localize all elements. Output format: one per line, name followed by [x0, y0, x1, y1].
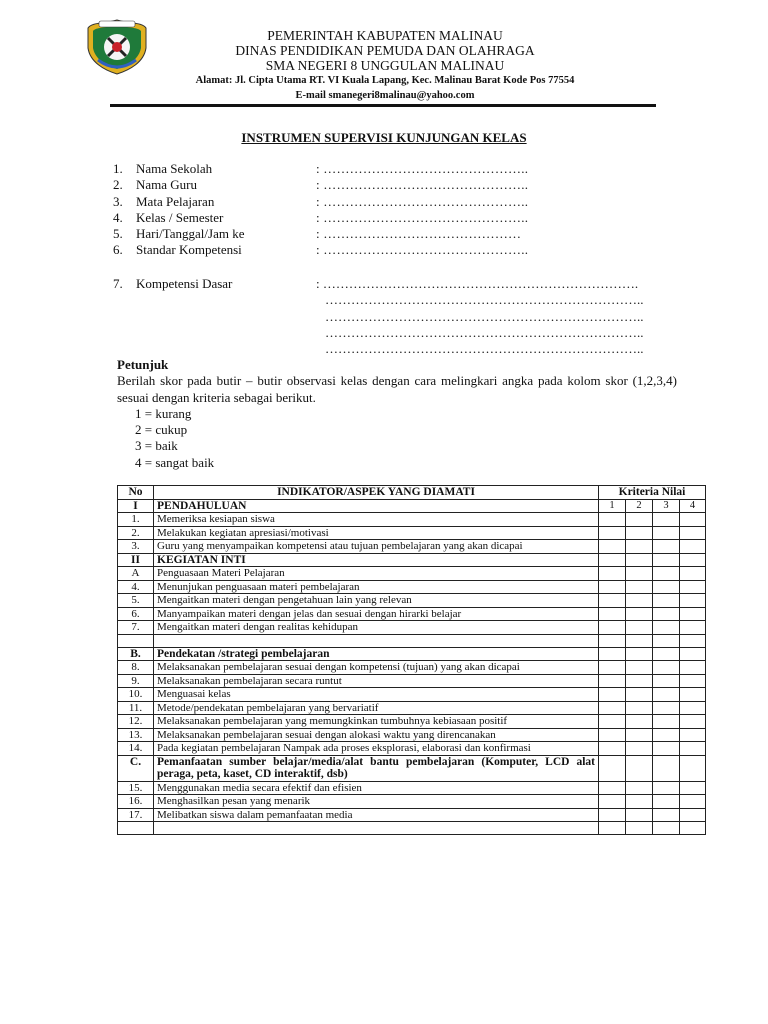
score-cell[interactable]: [653, 674, 680, 688]
score-cell[interactable]: [599, 715, 626, 729]
table-row: [118, 742, 706, 756]
score-cell[interactable]: [626, 781, 653, 795]
score-cell[interactable]: [599, 808, 626, 822]
score-cell[interactable]: [626, 607, 653, 621]
score-cell[interactable]: 3: [653, 499, 680, 513]
field-blank: : ………………………………………..: [316, 177, 529, 193]
indicator-text: [154, 822, 599, 835]
score-cell[interactable]: [680, 553, 706, 567]
row-number: 7.: [118, 621, 154, 635]
instructions-text: Berilah skor pada butir – butir observasi kelas dengan cara melingkari angka pada kolom skor (1,2,3,4) sesuai dengan kriteria sebagai berikut.: [117, 373, 677, 405]
row-number: 15.: [118, 781, 154, 795]
field-number: 7.: [113, 276, 123, 291]
score-cell[interactable]: [653, 728, 680, 742]
indicator-text: Melakukan kegiatan apresiasi/motivasi: [154, 526, 599, 540]
field-number: 2.: [113, 177, 123, 193]
criteria-item: 1 = kurang: [135, 405, 192, 421]
table-header-row: [118, 486, 706, 500]
score-cell[interactable]: [653, 526, 680, 540]
indicator-text: Mengaitkan materi dengan pengetahuan lain yang relevan: [154, 594, 599, 608]
score-cell[interactable]: [599, 674, 626, 688]
score-cell[interactable]: [599, 701, 626, 715]
score-cell[interactable]: [599, 822, 626, 835]
indicator-text: [154, 634, 599, 647]
school-logo: [86, 18, 148, 76]
row-number: [118, 822, 154, 835]
table-row: [118, 607, 706, 621]
table-row: [118, 755, 706, 781]
indicator-text: Penguasaan Materi Pelajaran: [154, 567, 599, 581]
column-header-kriteria: Kriteria Nilai: [599, 486, 706, 500]
score-cell[interactable]: [599, 781, 626, 795]
table-row: [118, 513, 706, 527]
score-cell[interactable]: [626, 808, 653, 822]
score-cell[interactable]: [626, 755, 653, 781]
score-cell[interactable]: [680, 540, 706, 554]
score-cell[interactable]: [599, 553, 626, 567]
score-cell[interactable]: [653, 715, 680, 729]
score-cell[interactable]: [680, 728, 706, 742]
score-cell[interactable]: [680, 594, 706, 608]
row-number: 11.: [118, 701, 154, 715]
field-label: Standar Kompetensi: [136, 242, 242, 258]
table-row: [118, 553, 706, 567]
table-row: [118, 540, 706, 554]
score-cell[interactable]: [653, 580, 680, 594]
score-cell[interactable]: [653, 742, 680, 756]
score-cell[interactable]: [680, 634, 706, 647]
school-address: Alamat: Jl. Cipta Utama RT. VI Kuala Lapang, Kec. Malinau Barat Kode Pos 77554: [195, 75, 575, 86]
score-cell[interactable]: [653, 621, 680, 635]
table-row: [118, 634, 706, 647]
row-number: 1.: [118, 513, 154, 527]
field-blank: : ………………………………………: [316, 226, 522, 242]
field-blank: : ……………………………………………………………….: [316, 276, 639, 291]
indicator-text: Menggunakan media secara efektif dan efisien: [154, 781, 599, 795]
score-cell[interactable]: [626, 621, 653, 635]
score-cell[interactable]: [653, 567, 680, 581]
score-cell[interactable]: [653, 795, 680, 809]
score-cell[interactable]: [626, 742, 653, 756]
instructions-heading: Petunjuk: [117, 357, 169, 372]
row-number: A: [118, 567, 154, 581]
score-cell[interactable]: [599, 742, 626, 756]
table-row: [118, 674, 706, 688]
score-cell[interactable]: [680, 674, 706, 688]
score-cell[interactable]: [680, 580, 706, 594]
indicator-text: Manyampaikan materi dengan jelas dan sesuai dengan hirarki belajar: [154, 607, 599, 621]
score-cell[interactable]: [653, 822, 680, 835]
table-row: [118, 688, 706, 702]
indicator-text: Melaksanakan pembelajaran yang memungkinkan tumbuhnya kebiasaan positif: [154, 715, 599, 729]
score-cell[interactable]: [599, 634, 626, 647]
department-name: DINAS PENDIDIKAN PEMUDA DAN OLAHRAGA: [235, 43, 535, 58]
table-row: [118, 621, 706, 635]
school-name: SMA NEGERI 8 UNGGULAN MALINAU: [265, 58, 505, 73]
score-cell[interactable]: [680, 795, 706, 809]
row-number: B.: [118, 647, 154, 661]
field-label: Nama Guru: [136, 177, 198, 193]
score-cell[interactable]: 4: [680, 499, 706, 513]
row-number: 6.: [118, 607, 154, 621]
row-number: 5.: [118, 594, 154, 608]
row-number: 8.: [118, 661, 154, 675]
score-cell[interactable]: [680, 621, 706, 635]
table-row: [118, 781, 706, 795]
score-cell[interactable]: [626, 715, 653, 729]
indicator-text: Melibatkan siswa dalam pemanfaatan media: [154, 808, 599, 822]
score-cell[interactable]: [599, 607, 626, 621]
score-cell[interactable]: [626, 540, 653, 554]
table-row: [118, 715, 706, 729]
column-header-indicator: INDIKATOR/ASPEK YANG DIAMATI: [154, 486, 599, 500]
table-row: [118, 822, 706, 835]
score-cell[interactable]: [653, 513, 680, 527]
score-cell[interactable]: [680, 513, 706, 527]
score-cell[interactable]: [626, 822, 653, 835]
table-row: [118, 580, 706, 594]
observation-table: [117, 485, 706, 835]
row-number: 4.: [118, 580, 154, 594]
score-cell[interactable]: [680, 755, 706, 781]
gov-name: PEMERINTAH KABUPATEN MALINAU: [267, 28, 503, 43]
row-number: 14.: [118, 742, 154, 756]
field-label: Mata Pelajaran: [136, 193, 215, 209]
score-cell[interactable]: [599, 728, 626, 742]
score-cell[interactable]: [653, 808, 680, 822]
criteria-item: 3 = baik: [135, 438, 178, 454]
score-cell[interactable]: [653, 540, 680, 554]
row-number: 12.: [118, 715, 154, 729]
score-cell[interactable]: [626, 795, 653, 809]
score-cell[interactable]: [599, 594, 626, 608]
score-cell[interactable]: [653, 701, 680, 715]
indicator-text: Mengaitkan materi dengan realitas kehidupan: [154, 621, 599, 635]
indicator-text: Menguasai kelas: [154, 688, 599, 702]
row-number: I: [118, 499, 154, 513]
field-number: 4.: [113, 209, 123, 225]
row-number: 16.: [118, 795, 154, 809]
score-cell[interactable]: [599, 540, 626, 554]
indicator-text: Melaksanakan pembelajaran sesuai dengan kompetensi (tujuan) yang akan dicapai: [154, 661, 599, 675]
score-cell[interactable]: [599, 580, 626, 594]
score-cell[interactable]: [599, 755, 626, 781]
row-number: 2.: [118, 526, 154, 540]
score-cell[interactable]: [680, 742, 706, 756]
field-number: 1.: [113, 161, 123, 176]
score-cell[interactable]: [653, 661, 680, 675]
score-cell[interactable]: [599, 526, 626, 540]
score-cell[interactable]: [653, 781, 680, 795]
row-number: II: [118, 553, 154, 567]
score-cell[interactable]: [653, 634, 680, 647]
indicator-text: PENDAHULUAN: [154, 499, 599, 513]
score-cell[interactable]: [599, 661, 626, 675]
score-cell[interactable]: [680, 715, 706, 729]
letterhead: [150, 28, 620, 103]
score-cell[interactable]: [599, 567, 626, 581]
score-cell[interactable]: [626, 553, 653, 567]
score-cell[interactable]: [653, 607, 680, 621]
score-cell[interactable]: [680, 607, 706, 621]
score-cell[interactable]: [626, 634, 653, 647]
indicator-text: Guru yang menyampaikan kompetensi atau tujuan pembelajaran yang akan dicapai: [154, 540, 599, 554]
row-number: 17.: [118, 808, 154, 822]
field-blank: : ………………………………………..: [316, 242, 529, 258]
table-row: [118, 567, 706, 581]
indicator-text: Memeriksa kesiapan siswa: [154, 513, 599, 527]
indicator-text: Melaksanakan pembelajaran secara runtut: [154, 674, 599, 688]
indicator-text: KEGIATAN INTI: [154, 553, 599, 567]
indicator-text: Pemanfaatan sumber belajar/media/alat bantu pembelajaran (Komputer, LCD alat peraga, peta, kaset, CD interaktif, dsb): [154, 755, 599, 781]
table-row: [118, 526, 706, 540]
row-number: 9.: [118, 674, 154, 688]
score-cell[interactable]: [680, 781, 706, 795]
score-cell[interactable]: [680, 701, 706, 715]
criteria-item: 4 = sangat baik: [135, 454, 215, 470]
score-cell[interactable]: [680, 661, 706, 675]
field-number: 3.: [113, 193, 123, 209]
field-label: Kompetensi Dasar: [136, 276, 233, 291]
score-cell[interactable]: [653, 553, 680, 567]
score-cell[interactable]: [653, 755, 680, 781]
table-row: [118, 795, 706, 809]
field-label: Nama Sekolah: [136, 161, 213, 176]
score-cell[interactable]: [626, 594, 653, 608]
score-cell[interactable]: [626, 567, 653, 581]
score-cell[interactable]: 2: [626, 499, 653, 513]
row-number: 3.: [118, 540, 154, 554]
score-cell[interactable]: [680, 647, 706, 661]
document-title: INSTRUMEN SUPERVISI KUNJUNGAN KELAS: [241, 130, 527, 145]
score-cell[interactable]: [626, 674, 653, 688]
score-cell[interactable]: [680, 688, 706, 702]
indicator-text: Pendekatan /strategi pembelajaran: [154, 647, 599, 661]
score-cell[interactable]: [626, 661, 653, 675]
score-cell[interactable]: [626, 513, 653, 527]
score-cell[interactable]: [626, 647, 653, 661]
score-cell[interactable]: [680, 567, 706, 581]
score-cell[interactable]: [626, 526, 653, 540]
table-body: [118, 499, 706, 835]
table-row: [118, 701, 706, 715]
score-cell[interactable]: [626, 688, 653, 702]
table-row: [118, 808, 706, 822]
score-cell[interactable]: [599, 621, 626, 635]
row-number: [118, 634, 154, 647]
score-cell[interactable]: [599, 795, 626, 809]
row-number: 13.: [118, 728, 154, 742]
field-number: 5.: [113, 226, 123, 242]
score-cell[interactable]: 1: [599, 499, 626, 513]
row-number: C.: [118, 755, 154, 781]
score-cell[interactable]: [599, 513, 626, 527]
indicator-text: Menunjukan penguasaan materi pembelajaran: [154, 580, 599, 594]
score-cell[interactable]: [653, 688, 680, 702]
field-blank: : ………………………………………..: [316, 161, 529, 176]
field-label: Hari/Tanggal/Jam ke: [136, 226, 245, 242]
indicator-text: Melaksanakan pembelajaran sesuai dengan alokasi waktu yang direncanakan: [154, 728, 599, 742]
letterhead-divider: [110, 104, 656, 107]
score-cell[interactable]: [653, 647, 680, 661]
score-cell[interactable]: [653, 594, 680, 608]
instructions: [117, 357, 677, 471]
score-cell[interactable]: [680, 808, 706, 822]
column-header-no: No: [118, 486, 154, 500]
table-row: [118, 728, 706, 742]
score-cell[interactable]: [626, 701, 653, 715]
score-cell[interactable]: [599, 647, 626, 661]
table-row: [118, 647, 706, 661]
score-cell[interactable]: [680, 822, 706, 835]
field-blank: : ………………………………………..: [316, 193, 529, 209]
score-cell[interactable]: [626, 728, 653, 742]
field-label: Kelas / Semester: [136, 209, 224, 225]
indicator-text: Menghasilkan pesan yang menarik: [154, 795, 599, 809]
table-row: [118, 661, 706, 675]
school-email: E-mail smanegeri8malinau@yahoo.com: [295, 90, 475, 101]
criteria-item: 2 = cukup: [135, 422, 188, 438]
score-cell[interactable]: [680, 526, 706, 540]
table-row: [118, 594, 706, 608]
indicator-text: Pada kegiatan pembelajaran Nampak ada proses eksplorasi, elaborasi dan konfirmasi: [154, 742, 599, 756]
field-number: 6.: [113, 242, 123, 258]
indicator-text: Metode/pendekatan pembelajaran yang bervariatif: [154, 701, 599, 715]
table-row: [118, 499, 706, 513]
field-blank: : ………………………………………..: [316, 209, 529, 225]
row-number: 10.: [118, 688, 154, 702]
score-cell[interactable]: [599, 688, 626, 702]
score-cell[interactable]: [626, 580, 653, 594]
